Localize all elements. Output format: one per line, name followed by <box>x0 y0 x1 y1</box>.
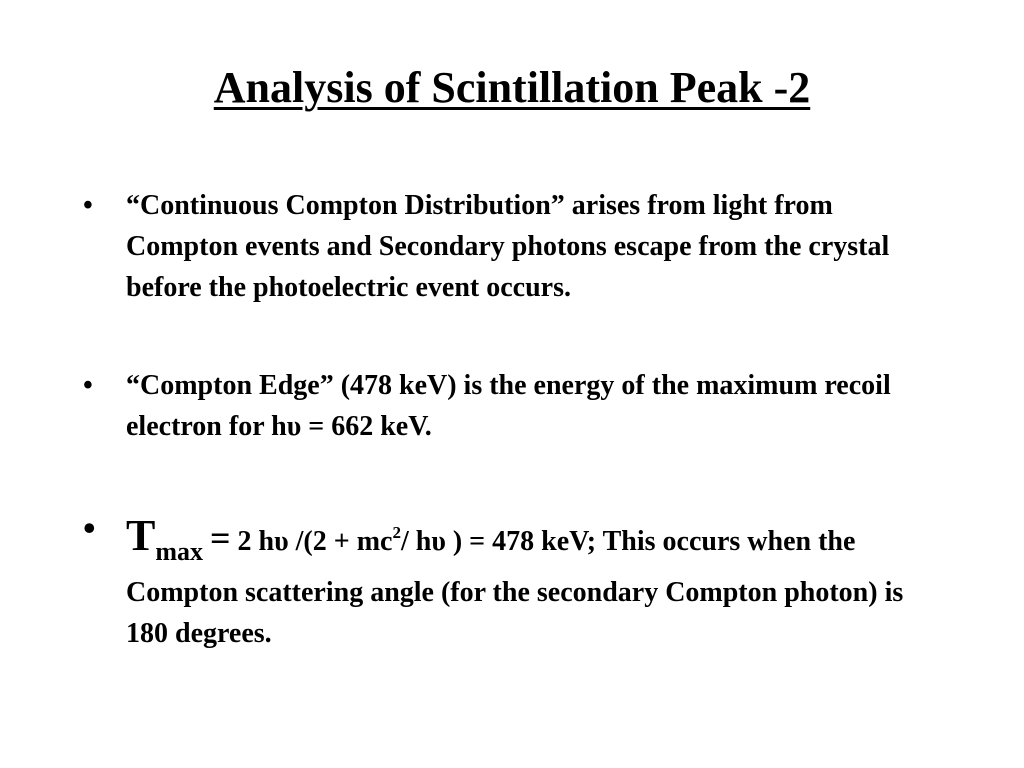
formula-superscript: 2 <box>392 523 401 542</box>
t-symbol: T <box>126 511 156 560</box>
bullet-compton-edge <box>83 365 933 447</box>
slide-title: Analysis of Scintillation Peak -2 <box>213 63 811 112</box>
bullet-dot: • <box>83 370 93 401</box>
bullet-text <box>126 512 933 654</box>
bullet-dot: • <box>83 190 93 221</box>
equals-sign: = <box>210 518 231 558</box>
t-subscript: max <box>155 537 204 566</box>
bullet-continuous-compton <box>83 185 933 308</box>
formula-part2: / hυ ) = 478 keV; This occurs when the Compton scattering angle (for the secondary Compton photon) is 180 degrees. <box>126 526 904 649</box>
bullet-tmax-formula <box>83 508 933 654</box>
bullet-dot: • <box>83 508 96 548</box>
bullet-text: “Compton Edge” (478 keV) is the energy of the maximum recoil electron for hυ = 662 keV. <box>126 370 891 442</box>
formula-part1: 2 hυ /(2 + mc <box>237 526 393 557</box>
bullet-text: “Continuous Compton Distribution” arises from light from Compton events and Secondary photons escape from the crystal before the photoelectric event occurs. <box>126 190 890 303</box>
